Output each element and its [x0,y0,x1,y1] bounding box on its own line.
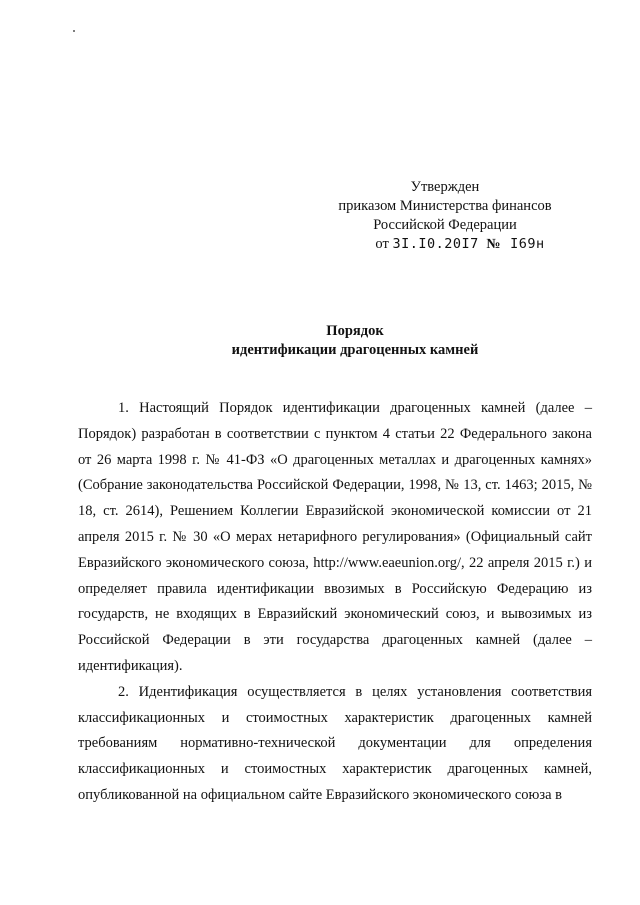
approval-line-order: приказом Министерства финансов [338,198,552,214]
approval-number: I69н [510,236,545,252]
title-line-2: идентификации драгоценных камней [231,342,479,358]
approval-line-federation: Российской Федерации [373,217,517,233]
approval-number-sign: № [486,237,501,252]
paragraph-2: 2. Идентификация осуществляется в целях установления соответствия классификационных и стоимостных характеристик драгоценных камней требованиям нормативно-технической документации для определения классификационных и стоимостных характеристик драгоценных камней, опубликованной на официальном сайте Евразийского экономического союза в [78,683,592,803]
approval-date: 3I.I0.20I7 [392,236,479,252]
scan-speck [73,30,75,32]
approval-date-line [300,235,590,254]
approval-block [300,178,590,254]
title-line-1: Порядок [326,323,384,339]
document-title [120,322,590,360]
approval-line-approved: Утвержден [410,179,480,195]
paragraph-1: 1. Настоящий Порядок идентификации драгоценных камней (далее – Порядок) разработан в соответствии с пунктом 4 статьи 22 Федерального закона от 26 марта 1998 г. № 41-ФЗ «О драгоценных металлах и драгоценных камнях» (Собрание законодательства Российской Федерации, 1998, № 13, ст. 1463; 2015, № 18, ст. 2614), Решением Коллегии Евразийской экономической комиссии от 21 апреля 2015 г. № 30 «О мерах нетарифного регулирования» (Официальный сайт Евразийского экономического союза, http://www.eaeunion.org/, 22 апреля 2015 г.) и определяет правила идентификации ввозимых в Российскую Федерацию из государств, не входящих в Евразийский экономический союз, и вывозимых из Российской Федерации в эти государства драгоценных камней (далее – идентификация). [78,400,592,674]
approval-date-prefix: от [375,236,389,252]
document-body [78,396,592,809]
